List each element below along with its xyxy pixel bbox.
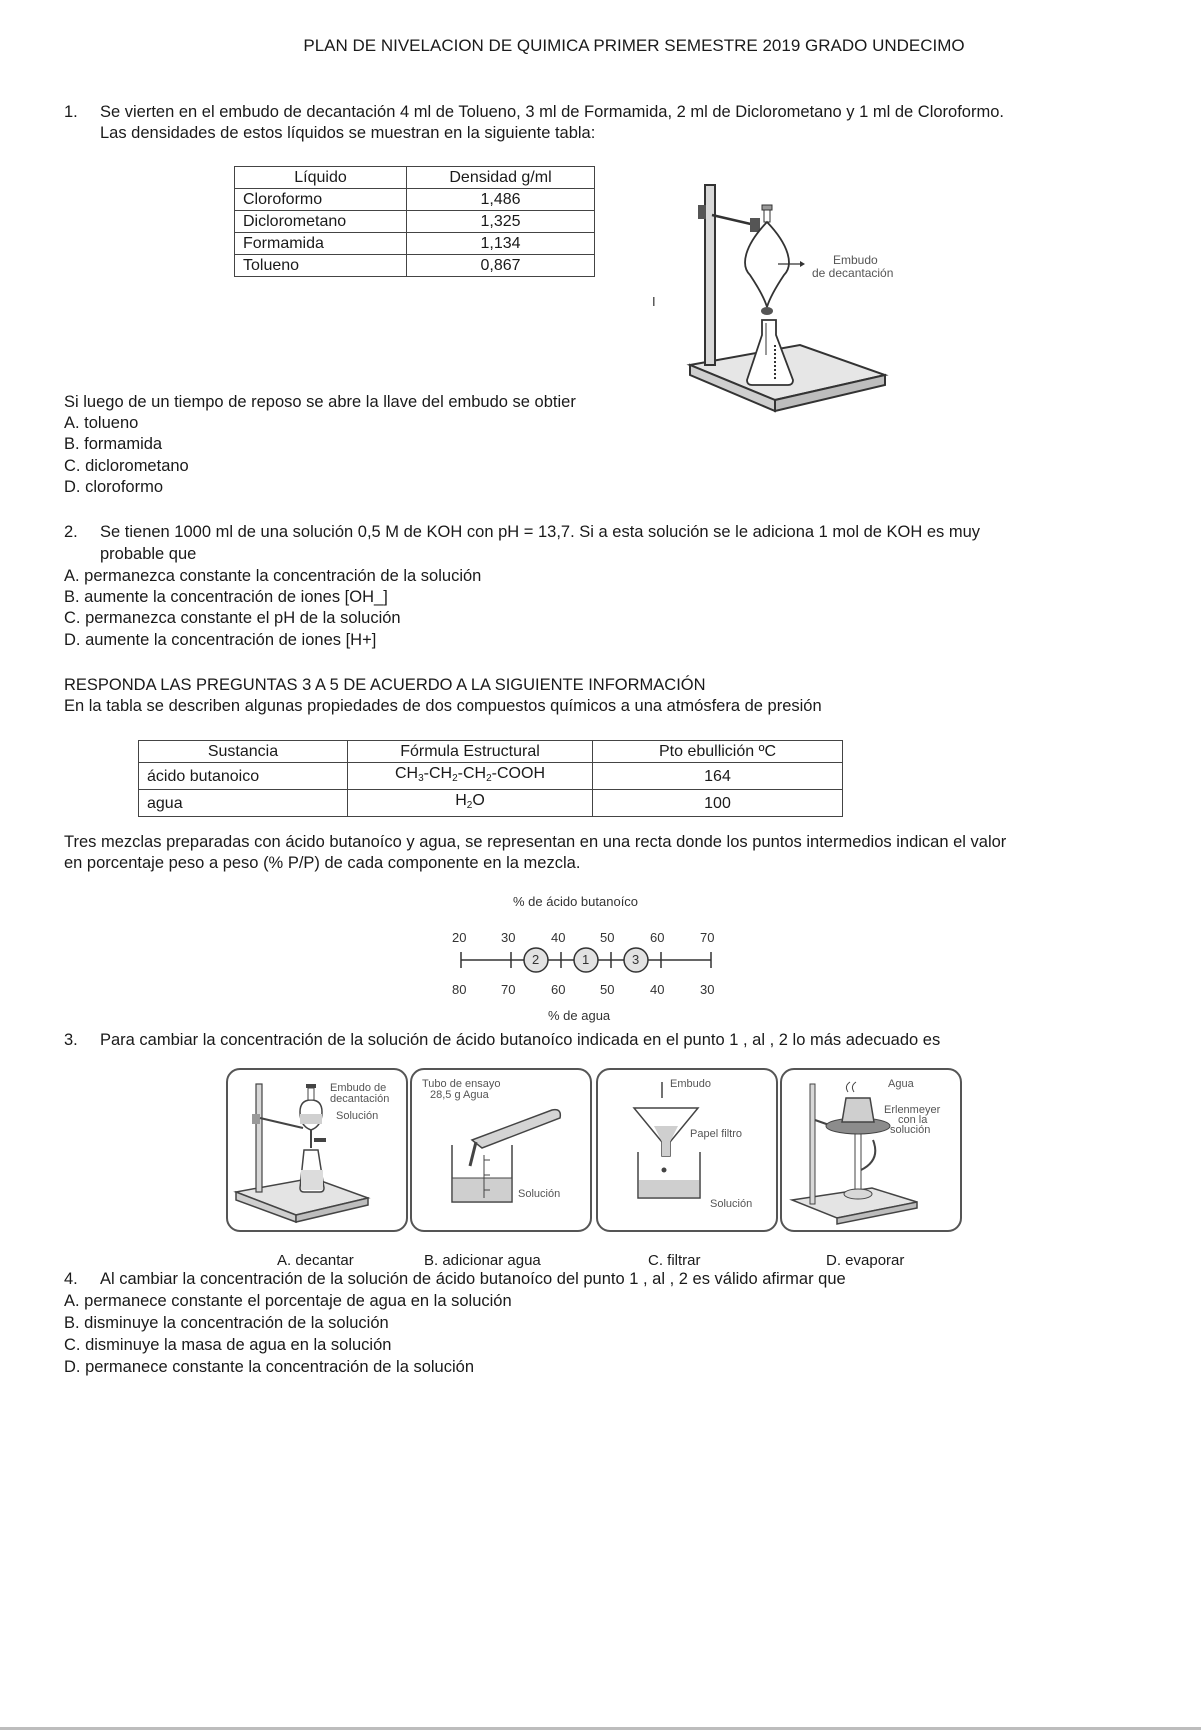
table-header: Líquido [235, 167, 407, 189]
panel-d-label: Agua [888, 1078, 914, 1090]
table-row [235, 211, 595, 233]
q1-text-line1: Se vierten en el embudo de decantación 4 ml de Tolueno, 3 ml de Formamida, 2 ml de Diclorometano y 1 ml de Cloroformo. [100, 103, 1004, 121]
info-heading: RESPONDA LAS PREGUNTAS 3 A 5 DE ACUERDO A LA SIGUIENTE INFORMACIÓN [64, 676, 706, 694]
table-cell: agua [139, 790, 348, 817]
table-cell: 164 [593, 763, 843, 790]
option-a-panel[interactable] [226, 1068, 408, 1232]
option-a-label: A. decantar [277, 1252, 354, 1269]
funnel-label-line2: de decantación [812, 266, 894, 280]
panel-a-label: Solución [336, 1110, 379, 1122]
panel-b-label: Tubo de ensayo [422, 1078, 501, 1090]
stray-mark: I [652, 294, 656, 309]
option-c-panel[interactable] [596, 1068, 778, 1232]
table-cell: 1,134 [407, 233, 595, 255]
table-row [235, 189, 595, 211]
panel-d-label: con la [898, 1114, 928, 1126]
table-cell: ácido butanoico [139, 763, 348, 790]
table-header-row [139, 741, 843, 763]
option-d-label: D. evaporar [826, 1252, 905, 1269]
formula-part: -COOH [491, 765, 545, 782]
scale-point-label: 3 [632, 952, 640, 967]
q1-number: 1. [64, 103, 78, 121]
q1-option-c: C. diclorometano [64, 457, 189, 475]
q2-option-d: D. aumente la concentración de iones [H+] [64, 631, 377, 649]
formula-subscript: 2 [486, 773, 492, 784]
scale-top-tick: 60 [650, 930, 665, 945]
formula-cell [348, 790, 593, 817]
table-cell: Cloroformo [235, 189, 407, 211]
table-cell: 100 [593, 790, 843, 817]
q1-option-d: D. cloroformo [64, 478, 164, 496]
panel-c-label: Embudo [670, 1078, 711, 1090]
panel-b-label: 28,5 g Agua [430, 1089, 489, 1101]
document-title: PLAN DE NIVELACION DE QUIMICA PRIMER SEMESTRE 2019 GRADO UNDECIMO [303, 36, 965, 55]
q2-option-a: A. permanezca constante la concentración de la solución [64, 567, 482, 585]
option-c-label: C. filtrar [648, 1252, 701, 1269]
mixtures-text-line1: Tres mezclas preparadas con ácido butanoíco y agua, se representan en una recta donde los puntos intermedios indican el valor [64, 833, 1007, 851]
formula-subscript: 2 [452, 773, 458, 784]
scale-bottom-tick: 40 [650, 982, 665, 997]
table-header: Densidad g/ml [407, 167, 595, 189]
q4-option-d: D. permanece constante la concentración de la solución [64, 1358, 474, 1376]
table-cell: Tolueno [235, 255, 407, 277]
scale-top-label: % de ácido butanoíco [513, 894, 639, 909]
table-header-row [235, 167, 595, 189]
option-b-panel[interactable] [410, 1068, 592, 1232]
q3-number: 3. [64, 1031, 78, 1049]
q4-option-a: A. permanece constante el porcentaje de agua en la solución [64, 1292, 512, 1310]
table-row [235, 233, 595, 255]
scale-bottom-tick: 50 [600, 982, 615, 997]
table-cell: Diclorometano [235, 211, 407, 233]
table-row [139, 790, 843, 817]
option-d-panel[interactable] [780, 1068, 962, 1232]
panel-a-label: Embudo de [330, 1082, 387, 1094]
formula-part: CH [395, 765, 419, 782]
table-row [139, 763, 843, 790]
table-header: Pto ebullición ºC [593, 741, 843, 763]
q3-text: Para cambiar la concentración de la solución de ácido butanoíco indicada en el punto 1 , al , 2 lo más adecuado es [100, 1031, 941, 1049]
formula-subscript: 3 [418, 773, 424, 784]
scale-point-label: 2 [532, 952, 540, 967]
panel-c-label: Papel filtro [690, 1128, 742, 1140]
formula-part: H [455, 792, 467, 809]
table-cell: Formamida [235, 233, 407, 255]
mixtures-text-line2: en porcentaje peso a peso (% P/P) de cada componente en la mezcla. [64, 854, 581, 872]
q4-text: Al cambiar la concentración de la solución de ácido butanoíco del punto 1 , al , 2 es válido afirmar que [100, 1270, 846, 1288]
scale-top-tick: 70 [700, 930, 715, 945]
table-cell: 0,867 [407, 255, 595, 277]
table-cell: 1,325 [407, 211, 595, 233]
q1-text-line2: Las densidades de estos líquidos se muestran en la siguiente tabla: [100, 124, 596, 142]
q2-option-b: B. aumente la concentración de iones [OH_] [64, 588, 388, 606]
table-header: Sustancia [139, 741, 348, 763]
separatory-funnel-illustration-icon [650, 175, 950, 425]
scale-bottom-tick: 60 [551, 982, 566, 997]
q2-option-c: C. permanezca constante el pH de la solución [64, 609, 401, 627]
scale-bottom-tick: 80 [452, 982, 467, 997]
q4-option-c: C. disminuye la masa de agua en la solución [64, 1336, 392, 1354]
panel-d-label: solución [890, 1124, 931, 1136]
formula-part: O [472, 792, 485, 809]
density-table [234, 166, 595, 277]
evaporation-setup-icon [782, 1070, 960, 1230]
panel-b-label: Solución [518, 1188, 561, 1200]
formula-part: -CH [457, 765, 487, 782]
q1-prompt: Si luego de un tiempo de reposo se abre la llave del embudo se obtier [64, 393, 576, 411]
scale-bottom-label: % de agua [548, 1008, 611, 1023]
q2-text-line1: Se tienen 1000 ml de una solución 0,5 M de KOH con pH = 13,7. Si a esta solución se le adiciona 1 mol de KOH es muy [100, 523, 981, 541]
q4-option-b: B. disminuye la concentración de la solución [64, 1314, 389, 1332]
q2-text-line2: probable que [100, 545, 197, 563]
formula-cell [348, 763, 593, 790]
compounds-table [138, 740, 843, 817]
formula-subscript: 2 [466, 800, 473, 811]
scale-top-tick: 30 [501, 930, 516, 945]
panel-c-label: Solución [710, 1198, 753, 1210]
info-intro: En la tabla se describen algunas propiedades de dos compuestos químicos a una atmósfera de presión [64, 697, 822, 715]
separatory-funnel-figure [650, 175, 950, 425]
scale-top-tick: 50 [600, 930, 615, 945]
option-b-label: B. adicionar agua [424, 1252, 541, 1269]
table-cell: 1,486 [407, 189, 595, 211]
scale-point-label: 1 [582, 952, 590, 967]
table-header: Fórmula Estructural [348, 741, 593, 763]
formula-part: -CH [423, 765, 453, 782]
panel-d-label: Erlenmeyer [884, 1104, 941, 1116]
funnel-label-line1: Embudo [833, 253, 878, 267]
q4-number: 4. [64, 1270, 78, 1288]
composition-scale [440, 890, 730, 1025]
scale-bottom-tick: 70 [501, 982, 516, 997]
q2-number: 2. [64, 523, 78, 541]
scale-top-tick: 40 [551, 930, 566, 945]
scale-top-tick: 20 [452, 930, 467, 945]
q1-option-b: B. formamida [64, 435, 163, 453]
panel-a-label: decantación [330, 1093, 390, 1105]
scale-bottom-tick: 30 [700, 982, 715, 997]
q1-option-a: A. tolueno [64, 414, 139, 432]
table-row [235, 255, 595, 277]
